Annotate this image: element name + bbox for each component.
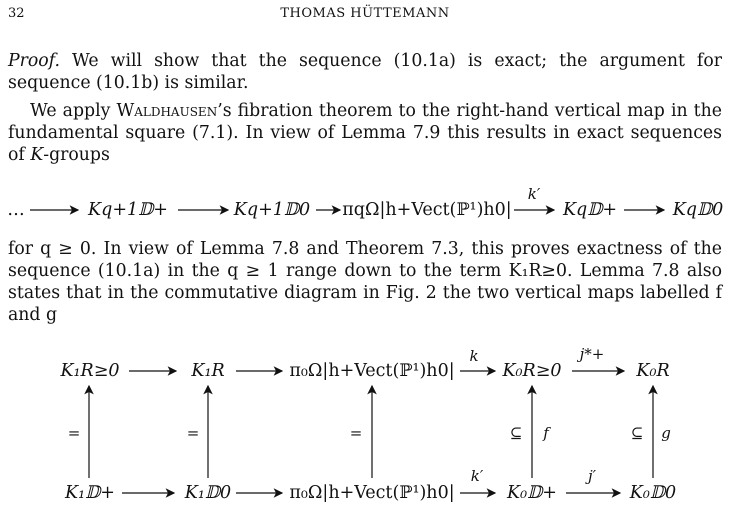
commutative-diagram bbox=[0, 340, 730, 509]
bottom-node-5: K₀𝔻0 bbox=[629, 483, 677, 503]
vert-label-2: = bbox=[186, 424, 200, 442]
vert-label-5-left: ⊆ bbox=[630, 424, 644, 442]
top-node-5: K₀R bbox=[636, 361, 670, 381]
seq-term-3: πqΩ|h+Vect(ℙ¹)h0| bbox=[342, 200, 512, 220]
vert-label-4-left: ⊆ bbox=[509, 424, 523, 442]
seq-term-4: Kq𝔻+ bbox=[562, 200, 618, 220]
top-arrow-label-j: j*+ bbox=[579, 345, 605, 363]
top-node-3: π₀Ω|h+Vect(ℙ¹)h0| bbox=[289, 361, 455, 381]
bottom-node-1: K₁𝔻+ bbox=[65, 483, 115, 503]
bottom-node-3: π₀Ω|h+Vect(ℙ¹)h0| bbox=[289, 483, 455, 503]
para2-c: -groups bbox=[43, 145, 110, 165]
vert-label-5-right: g bbox=[661, 424, 671, 442]
paragraph-exactness: for q ≥ 0. In view of Lemma 7.8 and Theorem 7.3, this proves exactness of the sequence (10.1a) in the q ≥ 1 range down to the term K₁R≥0. Lemma 7.8 also states that in the commutative diagram in Fig. 2 the two vertical maps labelled f and g bbox=[8, 239, 722, 325]
seq-arrow-label: k′ bbox=[527, 185, 541, 203]
vert-label-1: = bbox=[67, 424, 81, 442]
top-node-2: K₁R bbox=[191, 361, 225, 381]
seq-ellipsis: … bbox=[7, 200, 25, 220]
page-number: 32 bbox=[8, 6, 25, 21]
proof-label: Proof. bbox=[8, 51, 60, 71]
top-node-1: K₁R≥0 bbox=[60, 361, 120, 381]
para2-b: ’s fibration theorem to the right-hand vertical map in the fundamental square (7.1). In view of Lemma 7.9 this results in exact sequences of bbox=[8, 101, 722, 165]
bottom-node-4: K₀𝔻+ bbox=[507, 483, 557, 503]
para2-k: K bbox=[30, 145, 44, 165]
seq-term-5: Kq𝔻0 bbox=[672, 200, 724, 220]
exact-sequence bbox=[0, 185, 730, 228]
seq-term-2: Kq+1𝔻0 bbox=[233, 200, 311, 220]
author-name: Waldhausen bbox=[116, 101, 218, 121]
para2-a: We apply bbox=[30, 101, 111, 121]
bottom-arrow-label-k: k′ bbox=[470, 467, 484, 485]
running-head: THOMAS HÜTTEMANN bbox=[280, 6, 450, 21]
seq-term-1: Kq+1𝔻+ bbox=[88, 200, 168, 220]
paragraph-fibration bbox=[8, 100, 722, 166]
top-node-4: K₀R≥0 bbox=[502, 361, 562, 381]
paragraph-proof bbox=[8, 50, 722, 94]
vert-label-4-right: f bbox=[543, 424, 549, 442]
top-arrow-label-k: k bbox=[469, 347, 479, 365]
bottom-node-2: K₁𝔻0 bbox=[184, 483, 232, 503]
proof-text: We will show that the sequence (10.1a) is exact; the argument for sequence (10.1b) is similar. bbox=[8, 51, 722, 93]
vert-label-3: = bbox=[349, 424, 363, 442]
bottom-arrow-label-j: j′ bbox=[587, 467, 597, 485]
